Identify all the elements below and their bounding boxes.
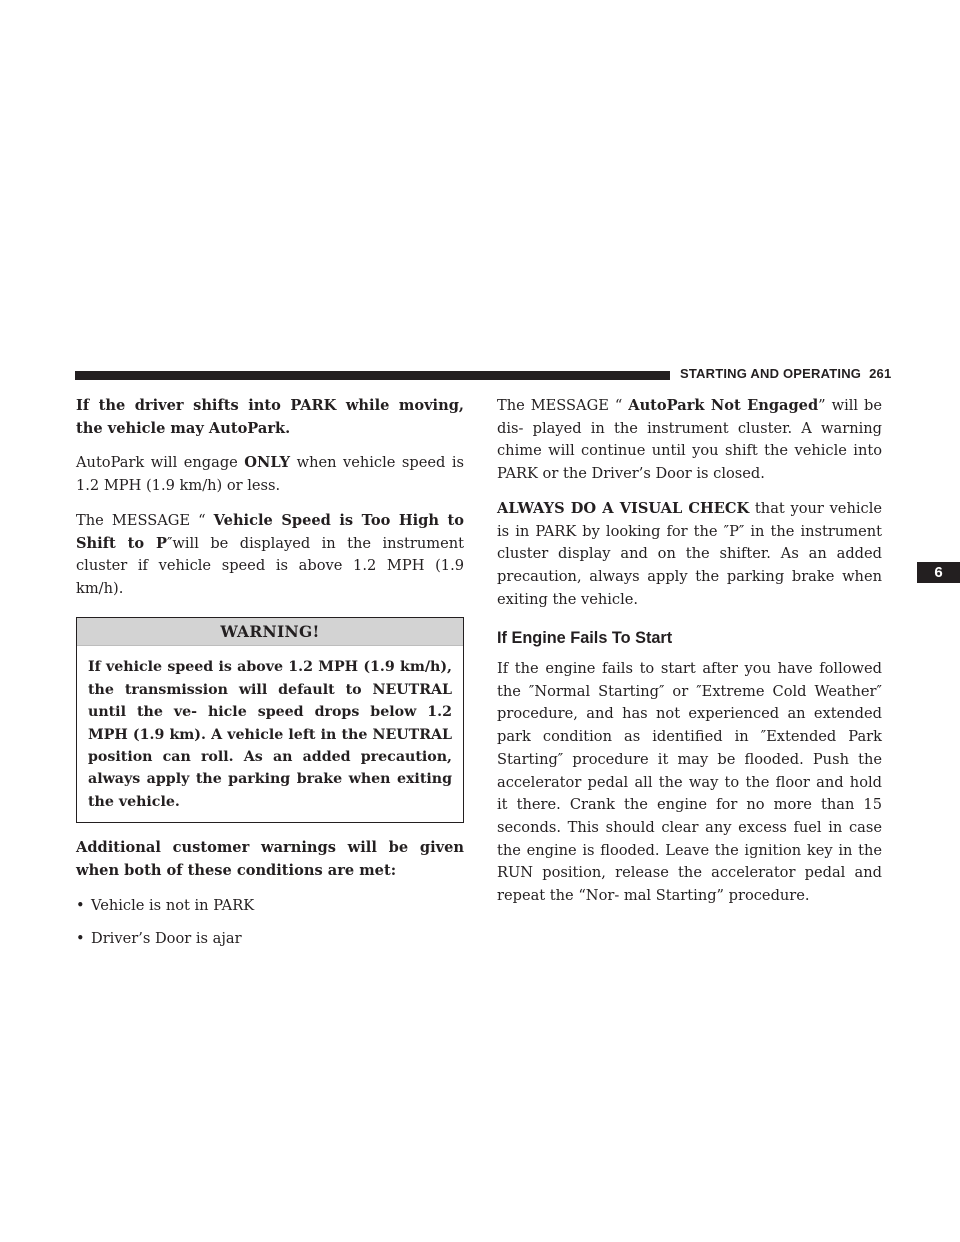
autopark-emphasis: ONLY xyxy=(244,454,291,472)
bullet-icon: • xyxy=(76,896,85,914)
section-heading: If Engine Fails To Start xyxy=(497,629,673,648)
autopark-text-pre: AutoPark will engage xyxy=(76,454,245,472)
list-item-text: Driver’s Door is ajar xyxy=(91,930,242,948)
speed-message-emphasis: Vehicle Speed is Too High to Shift to P xyxy=(76,511,464,552)
autopark-message-paragraph xyxy=(497,395,882,486)
additional-warnings-paragraph: Additional customer warnings will be given when both of these conditions are met: xyxy=(76,839,464,879)
list-item xyxy=(76,928,464,951)
list-item-text: Vehicle is not in PARK xyxy=(91,896,255,914)
header-rule xyxy=(75,371,670,380)
warning-box xyxy=(76,617,464,824)
chapter-tab: 6 xyxy=(917,562,960,583)
list-item xyxy=(76,895,464,918)
left-column xyxy=(76,395,464,962)
page-number: 261 xyxy=(869,366,892,381)
conditions-list xyxy=(76,895,464,951)
warning-body: If vehicle speed is above 1.2 MPH (1.9 km/h), the transmission will default to NEUTRAL until the ve- hicle speed drops below 1.2 MPH (1.9 km). A vehicle left in the NEUTRAL position can roll. As an added precaution, always apply the parking brake when exiting the vehicle. xyxy=(88,659,452,810)
running-header xyxy=(680,366,891,381)
autopark-message-pre: The MESSAGE “ xyxy=(497,397,629,414)
right-column xyxy=(497,395,882,920)
section-title: STARTING AND OPERATING xyxy=(680,366,862,381)
autopark-text-post: when vehicle speed is 1.2 MPH (1.9 km/h) or less. xyxy=(76,454,464,495)
warning-title: WARNING! xyxy=(77,618,463,647)
speed-message-post: ″will be displayed in the instrument cluster if vehicle speed is above 1.2 MPH (1.9 km/h). xyxy=(76,534,464,597)
speed-message-paragraph xyxy=(76,510,464,601)
visual-check-paragraph xyxy=(497,498,882,612)
autopark-paragraph xyxy=(76,452,464,497)
visual-check-emphasis: ALWAYS DO A VISUAL CHECK xyxy=(497,499,750,517)
autopark-message-post: ” will be dis- played in the instrument cluster. A warning chime will continue until you shift the vehicle into PARK or the Driver’s Door is closed. xyxy=(497,397,882,483)
speed-message-pre: The MESSAGE “ xyxy=(76,511,214,529)
bullet-icon: • xyxy=(76,930,85,948)
intro-paragraph: If the driver shifts into PARK while moving, the vehicle may AutoPark. xyxy=(76,397,464,437)
visual-check-text: that your vehicle is in PARK by looking for the ″P″ in the instrument cluster display and on the shifter. As an added precaution, always apply the parking brake when exiting the vehicle. xyxy=(497,499,882,608)
autopark-message-emphasis: AutoPark Not Engaged xyxy=(628,397,819,414)
engine-fails-paragraph: If the engine fails to start after you have followed the ″Normal Starting″ or ″Extreme Cold Weather″ procedure, and has not experienced an extended park condition as identified in ″Extended Park Starting″ procedure it may be flooded. Push the accelerator pedal all the way to the floor and hold it there. Crank the engine for no more than 15 seconds. This should clear any excess fuel in case the engine is flooded. Leave the ignition key in the RUN position, release the accelerator pedal and repeat the “Nor- mal Starting” procedure. xyxy=(497,660,882,905)
